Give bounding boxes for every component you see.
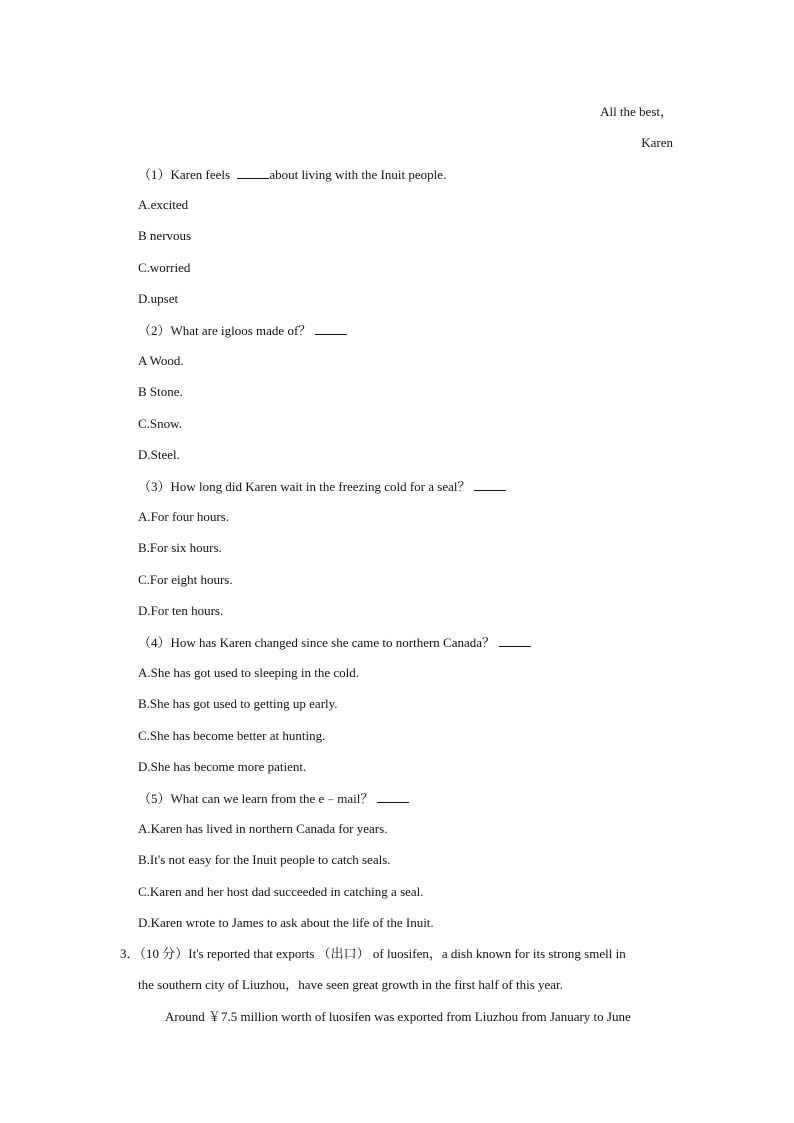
question-1-option-c: C.worried [138, 260, 191, 275]
question-3-option-d: D.For ten hours. [138, 603, 224, 618]
question-4-option-d: D.She has become more patient. [138, 759, 307, 774]
question-3-option-c: C.For eight hours. [138, 572, 233, 587]
question-5-option-b: B.It's not easy for the Inuit people to catch seals. [138, 852, 391, 867]
question-1-stem [138, 166, 446, 183]
answer-blank [377, 790, 409, 803]
question-1-option-d: D.upset [138, 291, 179, 306]
question-3-text: （3）How long did Karen wait in the freezing cold for a seal？ [138, 479, 471, 494]
section-3-text: （10 分）It's reported that exports （出口） of luosifen，a dish known for its strong smell in [139, 946, 626, 961]
answer-blank [315, 322, 347, 335]
letter-signature-name: Karen [641, 135, 673, 150]
question-3-stem [138, 478, 506, 495]
question-4-text: （4）How has Karen changed since she came to northern Canada？ [138, 635, 496, 650]
question-5-option-a: A.Karen has lived in northern Canada for years. [138, 821, 388, 836]
question-1-option-b: B nervous [138, 228, 192, 243]
question-1-text-after: about living with the Inuit people. [269, 167, 447, 182]
section-3-number: 3． [120, 946, 140, 961]
question-4-option-c: C.She has become better at hunting. [138, 728, 326, 743]
section-3-line-3: Around ￥7.5 million worth of luosifen was exported from Liuzhou from January to June [165, 1009, 631, 1024]
answer-blank [499, 634, 531, 647]
question-4-option-a: A.She has got used to sleeping in the cold. [138, 665, 359, 680]
question-4-option-b: B.She has got used to getting up early. [138, 696, 338, 711]
letter-sign-off: All the best， [600, 104, 673, 119]
question-2-stem [138, 322, 347, 339]
question-2-option-c: C.Snow. [138, 416, 182, 431]
section-3-line-1 [120, 946, 626, 962]
question-5-text: （5）What can we learn from the e﹣mail？ [138, 791, 374, 806]
question-2-option-d: D.Steel. [138, 447, 180, 462]
answer-blank [237, 166, 269, 179]
question-2-option-b: B Stone. [138, 384, 183, 399]
answer-blank [474, 478, 506, 491]
question-2-text: （2）What are igloos made of？ [138, 323, 312, 338]
question-2-option-a: A Wood. [138, 353, 184, 368]
question-3-option-b: B.For six hours. [138, 540, 222, 555]
question-5-stem [138, 790, 409, 807]
question-1-text: （1）Karen feels [138, 167, 234, 182]
question-3-option-a: A.For four hours. [138, 509, 229, 524]
question-4-stem [138, 634, 531, 651]
question-1-option-a: A.excited [138, 197, 189, 212]
question-5-option-d: D.Karen wrote to James to ask about the life of the Inuit. [138, 915, 434, 930]
question-5-option-c: C.Karen and her host dad succeeded in catching a seal. [138, 884, 424, 899]
section-3-line-2: the southern city of Liuzhou，have seen great growth in the first half of this year. [138, 977, 563, 992]
